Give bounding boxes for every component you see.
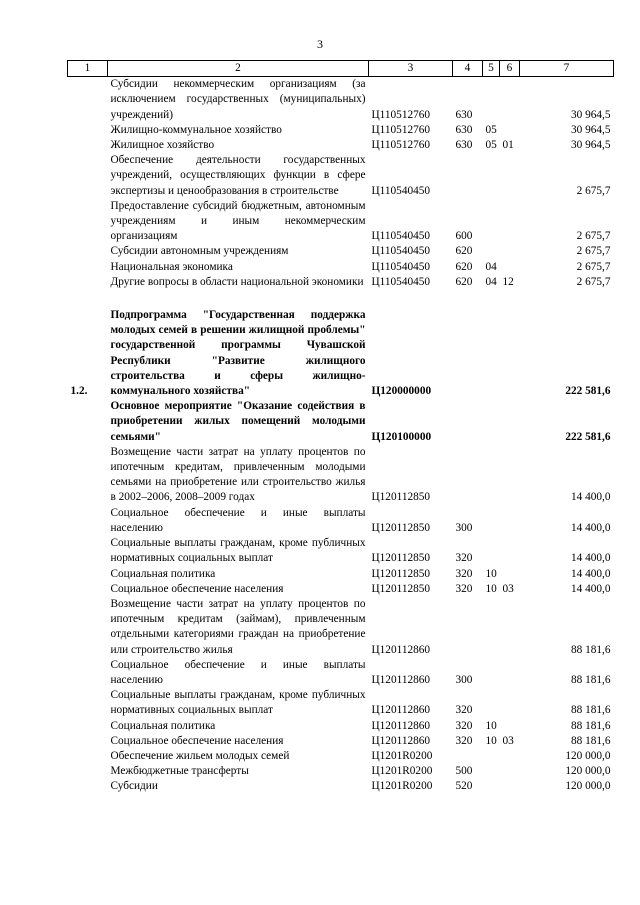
row-subsection	[500, 77, 520, 123]
table-body	[68, 77, 614, 795]
row-type-code: 520	[455, 780, 473, 793]
row-code: Ц120112850	[371, 521, 431, 534]
row-name: Социальное обеспечение и иные выплаты населению	[110, 658, 366, 686]
table-row	[68, 567, 614, 582]
row-name: Социальная политика	[110, 719, 216, 732]
row-section: 04	[485, 275, 497, 288]
table-header-row	[68, 61, 614, 77]
row-section: 04	[485, 260, 497, 273]
table-row	[68, 399, 614, 445]
row-name: Другие вопросы в области национальной экономики	[110, 275, 364, 288]
row-subsection	[500, 244, 520, 259]
row-subsection	[500, 199, 520, 245]
row-type-code: 620	[455, 260, 473, 273]
row-amount: 14 400,0	[570, 567, 611, 580]
row-subsection	[500, 153, 520, 199]
row-name: Социальное обеспечение и иные выплаты населению	[110, 506, 366, 534]
row-number	[68, 734, 108, 749]
row-number	[68, 582, 108, 597]
row-type-code: 320	[455, 582, 473, 595]
row-subsection	[500, 779, 520, 794]
table-row	[68, 719, 614, 734]
row-amount: 120 000,0	[565, 749, 611, 762]
row-number	[68, 275, 108, 290]
row-number	[68, 199, 108, 245]
row-name: Социальное обеспечение населения	[110, 734, 284, 747]
row-amount: 14 400,0	[570, 552, 611, 565]
row-code: Ц110540450	[371, 245, 431, 258]
row-name: Возмещение части затрат на уплату процентов по ипотечным кредитам (займам), привлеченным отдельными категориями граждан на приобретение или строительство жилья	[110, 597, 366, 656]
budget-table	[67, 60, 614, 795]
row-number	[68, 779, 108, 794]
row-subsection: 12	[502, 275, 514, 288]
row-amount: 2 675,7	[576, 184, 611, 197]
row-type-code	[453, 597, 483, 658]
row-name: Социальное обеспечение населения	[110, 582, 284, 595]
table-row	[68, 764, 614, 779]
row-code: Ц120112850	[371, 582, 431, 595]
row-subsection	[500, 445, 520, 506]
row-section	[483, 536, 500, 566]
row-code: Ц120112850	[371, 491, 431, 504]
row-code: Ц110540450	[371, 184, 431, 197]
row-section	[483, 658, 500, 688]
row-type-code: 630	[455, 108, 473, 121]
row-name: Подпрограмма "Государственная поддержка молодых семей в решении жилищной проблемы" государственной программы Чувашской Республики "Развитие жилищного строительства и сферы жилищно-коммунального хозяйства"	[110, 309, 366, 398]
row-section	[483, 764, 500, 779]
row-number	[68, 536, 108, 566]
row-section	[483, 153, 500, 199]
row-number	[68, 749, 108, 764]
row-section: 10	[485, 719, 497, 732]
row-subsection: 03	[502, 734, 514, 747]
row-code: Ц110540450	[371, 275, 431, 288]
row-name: Социальные выплаты гражданам, кроме публичных нормативных социальных выплат	[110, 689, 366, 717]
row-code: Ц120000000	[371, 385, 432, 398]
row-amount: 88 181,6	[570, 734, 611, 747]
row-amount: 88 181,6	[570, 643, 611, 656]
row-amount: 88 181,6	[570, 704, 611, 717]
row-number	[68, 658, 108, 688]
row-section: 10	[485, 582, 497, 595]
row-amount: 14 400,0	[570, 491, 611, 504]
table-row	[68, 199, 614, 245]
row-number	[68, 445, 108, 506]
row-number	[68, 688, 108, 718]
row-name: Обеспечение деятельности государственных учреждений, осуществляющих функции в сфере экспертизы и ценообразования в строительстве	[110, 154, 366, 197]
row-number	[68, 399, 108, 445]
table-row	[68, 506, 614, 536]
table-row	[68, 536, 614, 566]
spacer-cell	[68, 290, 614, 308]
row-type-code: 620	[455, 245, 473, 258]
row-section	[483, 506, 500, 536]
row-code: Ц120112860	[371, 734, 431, 747]
row-name: Жилищно-коммунальное хозяйство	[110, 123, 282, 136]
spacer-row	[68, 290, 614, 308]
row-subsection	[500, 506, 520, 536]
row-amount: 222 581,6	[565, 385, 611, 398]
row-amount: 14 400,0	[570, 521, 611, 534]
row-amount: 30 964,5	[570, 139, 611, 152]
row-code: Ц120100000	[371, 430, 432, 443]
table-row	[68, 658, 614, 688]
row-subsection	[500, 688, 520, 718]
row-amount: 222 581,6	[565, 430, 611, 443]
row-name: Субсидии	[110, 780, 158, 793]
row-subsection	[500, 764, 520, 779]
row-type-code	[453, 308, 483, 399]
row-number	[68, 153, 108, 199]
row-section	[483, 445, 500, 506]
row-code: Ц120112860	[371, 704, 431, 717]
table-row	[68, 77, 614, 123]
row-name: Обеспечение жильем молодых семей	[110, 749, 290, 762]
row-section	[483, 199, 500, 245]
row-amount: 30 964,5	[570, 108, 611, 121]
row-type-code: 620	[455, 275, 473, 288]
column-header: 1	[68, 61, 108, 77]
row-subsection	[500, 597, 520, 658]
row-amount: 2 675,7	[576, 275, 611, 288]
row-code: Ц110512760	[371, 139, 431, 152]
row-amount: 2 675,7	[576, 245, 611, 258]
row-number	[68, 719, 108, 734]
row-section	[483, 244, 500, 259]
row-name: Возмещение части затрат на уплату процентов по ипотечным кредитам, привлеченным молодыми семьями на приобретение или строительство жилья в 2002–2006, 2008–2009 годах	[110, 445, 366, 504]
row-subsection	[500, 536, 520, 566]
table-row	[68, 308, 614, 399]
page-number: 3	[317, 37, 323, 51]
row-type-code: 300	[455, 521, 473, 534]
table-row	[68, 779, 614, 794]
row-name: Субсидии некоммерческим организациям (за исключением государственных (муниципальных) учреждений)	[110, 78, 366, 121]
row-subsection: 01	[502, 139, 514, 152]
table-row	[68, 688, 614, 718]
row-type-code: 320	[455, 734, 473, 747]
row-number: 1.2.	[70, 385, 88, 398]
row-subsection	[500, 260, 520, 275]
row-amount: 120 000,0	[565, 765, 611, 778]
row-code: Ц120112860	[371, 643, 431, 656]
row-type-code: 500	[455, 765, 473, 778]
row-name: Социальные выплаты гражданам, кроме публичных нормативных социальных выплат	[110, 537, 366, 565]
row-type-code: 300	[455, 673, 473, 686]
row-name: Социальная политика	[110, 567, 216, 580]
row-section	[483, 688, 500, 718]
row-type-code	[453, 399, 483, 445]
row-code: Ц110540450	[371, 260, 431, 273]
column-header: 6	[500, 61, 520, 77]
table-row	[68, 445, 614, 506]
row-subsection	[500, 658, 520, 688]
table-row	[68, 582, 614, 597]
row-number	[68, 567, 108, 582]
row-number	[68, 506, 108, 536]
row-type-code	[453, 445, 483, 506]
row-type-code	[453, 153, 483, 199]
row-subsection	[500, 308, 520, 399]
row-name: Межбюджетные трансферты	[110, 765, 249, 778]
row-type-code: 630	[455, 139, 473, 152]
row-subsection	[500, 749, 520, 764]
row-section	[483, 597, 500, 658]
table-row	[68, 734, 614, 749]
table-row	[68, 153, 614, 199]
column-header: 2	[108, 61, 369, 77]
row-section	[483, 308, 500, 399]
row-type-code: 320	[455, 719, 473, 732]
row-type-code: 630	[455, 123, 473, 136]
table-row	[68, 275, 614, 290]
row-number	[68, 764, 108, 779]
row-type-code: 320	[455, 567, 473, 580]
row-number	[68, 244, 108, 259]
row-number	[68, 123, 108, 138]
row-name: Субсидии автономным учреждениям	[110, 245, 289, 258]
row-amount: 2 675,7	[576, 260, 611, 273]
row-amount: 30 964,5	[570, 123, 611, 136]
row-section: 10	[485, 734, 497, 747]
table-row	[68, 123, 614, 138]
row-code: Ц120112860	[371, 719, 431, 732]
row-number	[68, 138, 108, 153]
row-code: Ц110512760	[371, 123, 431, 136]
row-code: Ц1201R0200	[371, 765, 433, 778]
row-section	[483, 779, 500, 794]
row-amount: 88 181,6	[570, 719, 611, 732]
row-section	[483, 749, 500, 764]
table-row	[68, 244, 614, 259]
row-code: Ц120112850	[371, 552, 431, 565]
row-type-code: 600	[455, 230, 473, 243]
row-code: Ц1201R0200	[371, 780, 433, 793]
row-amount: 14 400,0	[570, 582, 611, 595]
table-row	[68, 260, 614, 275]
table-row	[68, 749, 614, 764]
column-header: 4	[453, 61, 483, 77]
row-code: Ц1201R0200	[371, 749, 433, 762]
row-name: Предоставление субсидий бюджетным, автономным учреждениям и иным некоммерческим организациям	[110, 199, 366, 243]
row-subsection	[500, 719, 520, 734]
row-name: Национальная экономика	[110, 260, 233, 273]
row-section: 05	[485, 123, 497, 136]
column-header: 7	[520, 61, 614, 77]
row-amount: 120 000,0	[565, 780, 611, 793]
row-section	[483, 399, 500, 445]
row-code: Ц110512760	[371, 108, 431, 121]
table-row	[68, 138, 614, 153]
row-name: Основное мероприятие "Оказание содействия в приобретении жилых помещений молодыми семьями"	[110, 400, 366, 443]
row-type-code	[453, 749, 483, 764]
row-code: Ц120112860	[371, 673, 431, 686]
row-number	[68, 597, 108, 658]
row-subsection	[500, 399, 520, 445]
row-subsection: 03	[502, 582, 514, 595]
column-header: 3	[369, 61, 453, 77]
row-section: 05	[485, 139, 497, 152]
row-name: Жилищное хозяйство	[110, 139, 215, 152]
row-code: Ц120112850	[371, 567, 431, 580]
row-amount: 88 181,6	[570, 673, 611, 686]
row-subsection	[500, 123, 520, 138]
row-amount: 2 675,7	[576, 230, 611, 243]
row-number	[68, 260, 108, 275]
table-row	[68, 597, 614, 658]
row-section	[483, 77, 500, 123]
row-subsection	[500, 567, 520, 582]
row-section: 10	[485, 567, 497, 580]
row-type-code: 320	[455, 552, 473, 565]
column-header: 5	[483, 61, 500, 77]
row-number	[68, 77, 108, 123]
row-code: Ц110540450	[371, 230, 431, 243]
row-type-code: 320	[455, 704, 473, 717]
